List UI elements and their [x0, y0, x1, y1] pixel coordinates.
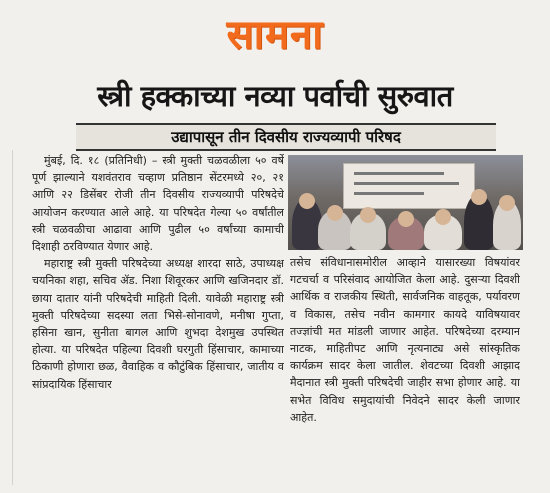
article-headline: स्त्री हक्काच्या नव्या पर्वाची सुरुवात	[97, 79, 453, 113]
article-column-left	[32, 152, 284, 482]
masthead-logo: सामना	[226, 11, 324, 58]
newspaper-masthead	[0, 6, 550, 64]
article-subheadline: उद्यापासून तीन दिवसीय राज्यव्यापी परिषद	[76, 123, 496, 151]
article-paragraph: तसेच संविधानासमोरील आव्हाने यासारख्या विषयांवर गटचर्चा व परिसंवाद आयोजित केला आहे. दुसऱ्या दिवशी आर्थिक व राजकीय स्थिती, सार्वजनिक वाहतूक, पर्यावरण व विकास, तसेच नवीन कामगार कायदे याविषयावर तज्ज्ञांची मत मांडली जाणार आहेत. परिषदेच्या दरम्यान नाटक, माहितीपट आणि नृत्यनाट्य असे सांस्कृतिक कार्यक्रम सादर केला जातील. शेवटच्या दिवशी आझाद मैदानात स्त्री मुक्ती परिषदेची जाहीर सभा होणार आहे. या सभेत विविध समुदायांची निवेदने सादर केली जाणार आहेत.	[290, 256, 520, 424]
article-paragraph: मुंबई, दि. १८ (प्रतिनिधी) – स्त्री मुक्ती चळवळीला ५० वर्षे पूर्ण झाल्याने यशवंतराव चव्हाण प्रतिष्ठान सेंटरमध्ये २०, २१ आणि २२ डिसेंबर रोजी तीन दिवसीय राज्यव्यापी परिषदेचे आयोजन करण्यात आले आहे. या परिषदेत गेल्या ५० वर्षांतील स्त्री चळवळीचा आढावा आणि पुढील ५० वर्षांच्या कामाची दिशाही ठरविण्यात येणार आहे.	[32, 154, 284, 254]
photo-banner	[343, 163, 475, 209]
page-fold-line	[12, 150, 13, 485]
article-column-right	[290, 254, 520, 484]
event-photo	[288, 155, 523, 250]
article-paragraph: महाराष्ट्र स्त्री मुक्ती परिषदेच्या अध्यक्ष शारदा साठे, उपाध्यक्ष चयनिका शहा, सचिव ॲड. निशा शिवूरकर आणि खजिनदार डॉ. छाया दातार यांनी परिषदेची माहिती दिली. यावेळी महाराष्ट्र स्त्री मुक्ती परिषदेच्या सदस्या लता भिसे-सोनावणे, मनीषा गुप्ता, हसिना खान, सुनीता बागल आणि शुभदा देशमुख उपस्थित होत्या. या परिषदेत पहिल्या दिवशी घरगुती हिंसाचार, कामाच्या ठिकाणी होणारा छळ, वैवाहिक व कौटुंबिक हिंसाचार, जातीय व सांप्रदायिक हिंसाचार	[32, 257, 284, 391]
